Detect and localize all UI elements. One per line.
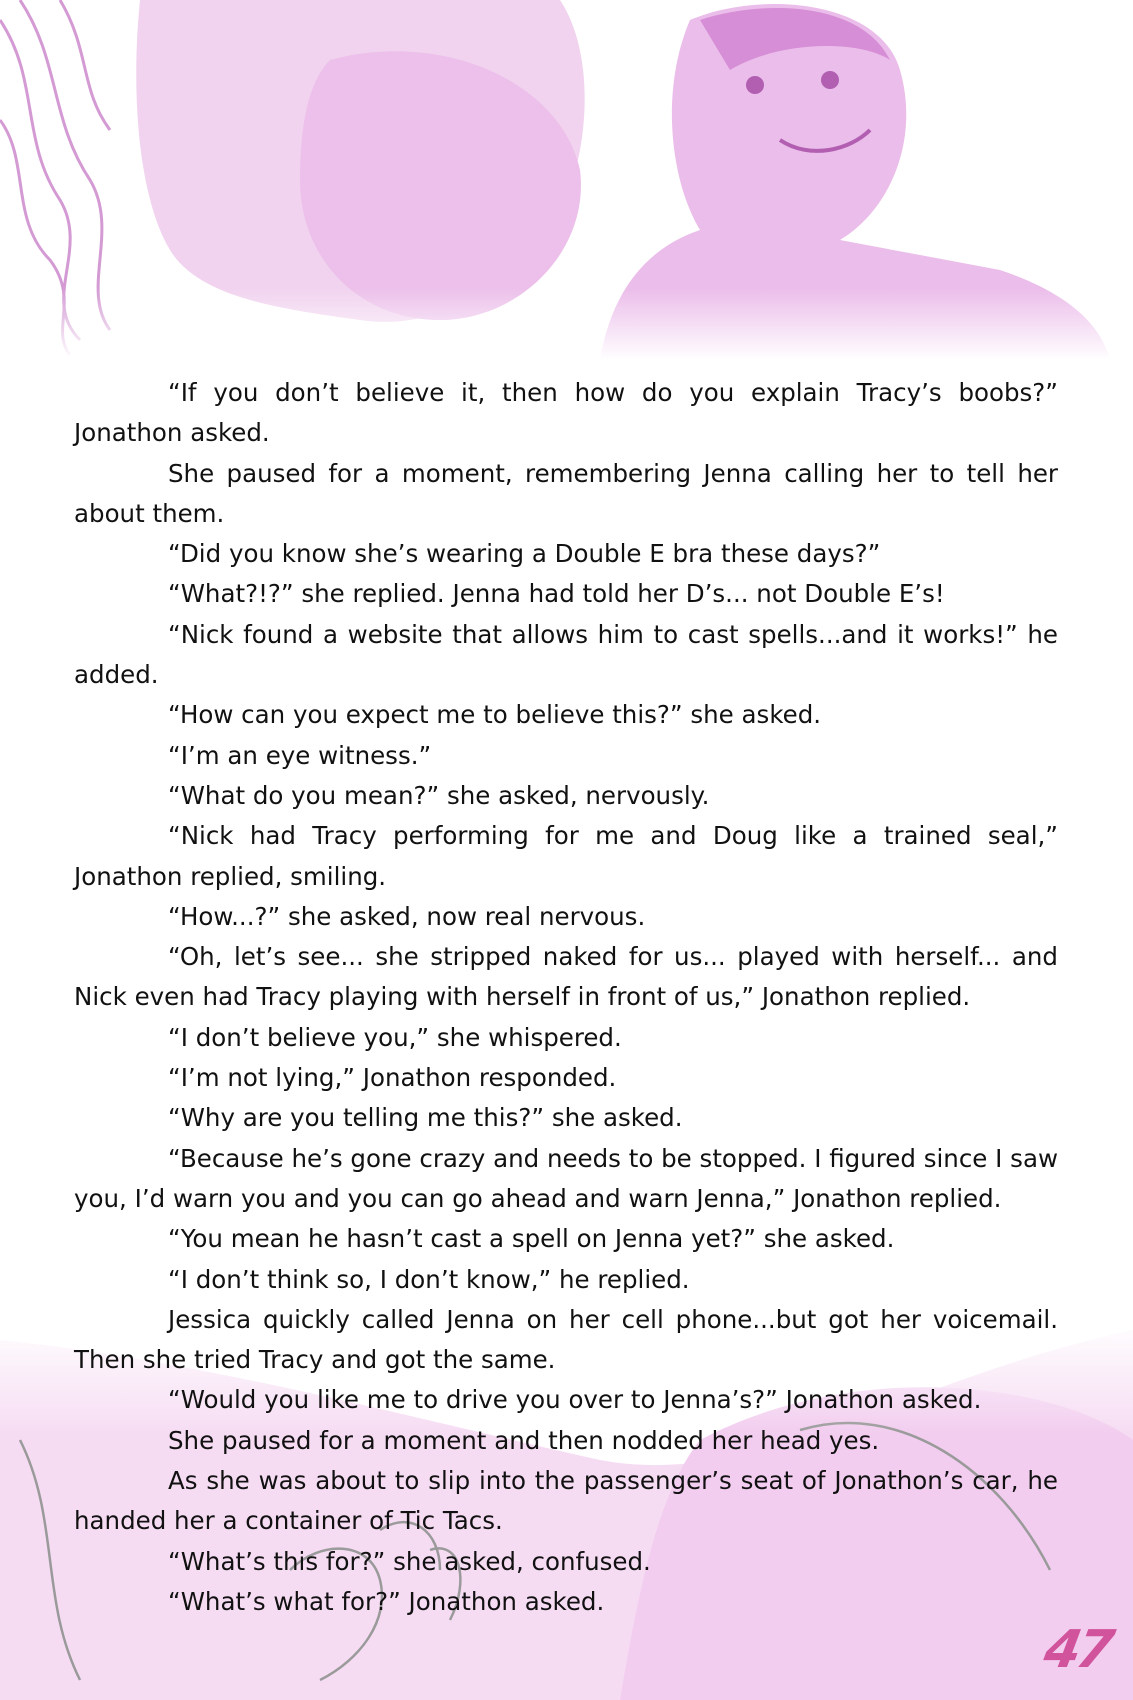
paragraph: “What do you mean?” she asked, nervously. xyxy=(168,780,710,810)
paragraph: She paused for a moment and then nodded her head yes. xyxy=(168,1425,880,1455)
paragraph: “Nick found a website that allows him to cast spells...and it works!” he added. xyxy=(74,619,1058,690)
paragraph: “What?!?” she replied. Jenna had told her D’s... not Double E’s! xyxy=(168,579,945,609)
paragraph: “I don’t think so, I don’t know,” he replied. xyxy=(168,1264,690,1294)
top-illustration xyxy=(0,0,1133,360)
paragraph: “Did you know she’s wearing a Double E bra these days?” xyxy=(168,539,881,569)
paragraph: “I’m an eye witness.” xyxy=(168,740,432,770)
paragraph: “I don’t believe you,” she whispered. xyxy=(168,1022,622,1052)
paragraph: “What’s this for?” she asked, confused. xyxy=(168,1546,651,1576)
paragraph: “Oh, let’s see... she stripped naked for us... played with herself... and Nick even had Tracy playing with herself in front of us,” Jonathon replied. xyxy=(74,942,1058,1012)
paragraph: She paused for a moment, remembering Jenna calling her to tell her about them. xyxy=(74,458,1058,528)
page-number: 47 xyxy=(1039,1620,1115,1680)
paragraph: “Would you like me to drive you over to Jenna’s?” Jonathon asked. xyxy=(168,1385,982,1415)
paragraph: “You mean he hasn’t cast a spell on Jenna yet?” she asked. xyxy=(168,1224,895,1254)
paragraph: “Nick had Tracy performing for me and Doug like a trained seal,” Jonathon replied, smiling. xyxy=(74,821,1058,891)
paragraph: “How...?” she asked, now real nervous. xyxy=(168,901,646,931)
paragraph: “What’s what for?” Jonathon asked. xyxy=(168,1586,605,1616)
paragraph: “How can you expect me to believe this?” she asked. xyxy=(168,700,822,730)
paragraph: “I’m not lying,” Jonathon responded. xyxy=(168,1063,617,1093)
paragraph: “Because he’s gone crazy and needs to be stopped. I figured since I saw you, I’d warn you and you can go ahead and warn Jenna,” Jonathon replied. xyxy=(74,1143,1058,1213)
paragraph: “If you don’t believe it, then how do you explain Tracy’s boobs?” Jonathon asked. xyxy=(74,378,1058,448)
paragraph: “Why are you telling me this?” she asked. xyxy=(168,1103,683,1133)
paragraph: As she was about to slip into the passenger’s seat of Jonathon’s car, he handed her a container of Tic Tacs. xyxy=(74,1466,1058,1536)
story-text xyxy=(74,373,1058,1622)
paragraph: Jessica quickly called Jenna on her cell phone...but got her voicemail. Then she tried Tracy and got the same. xyxy=(74,1304,1058,1375)
